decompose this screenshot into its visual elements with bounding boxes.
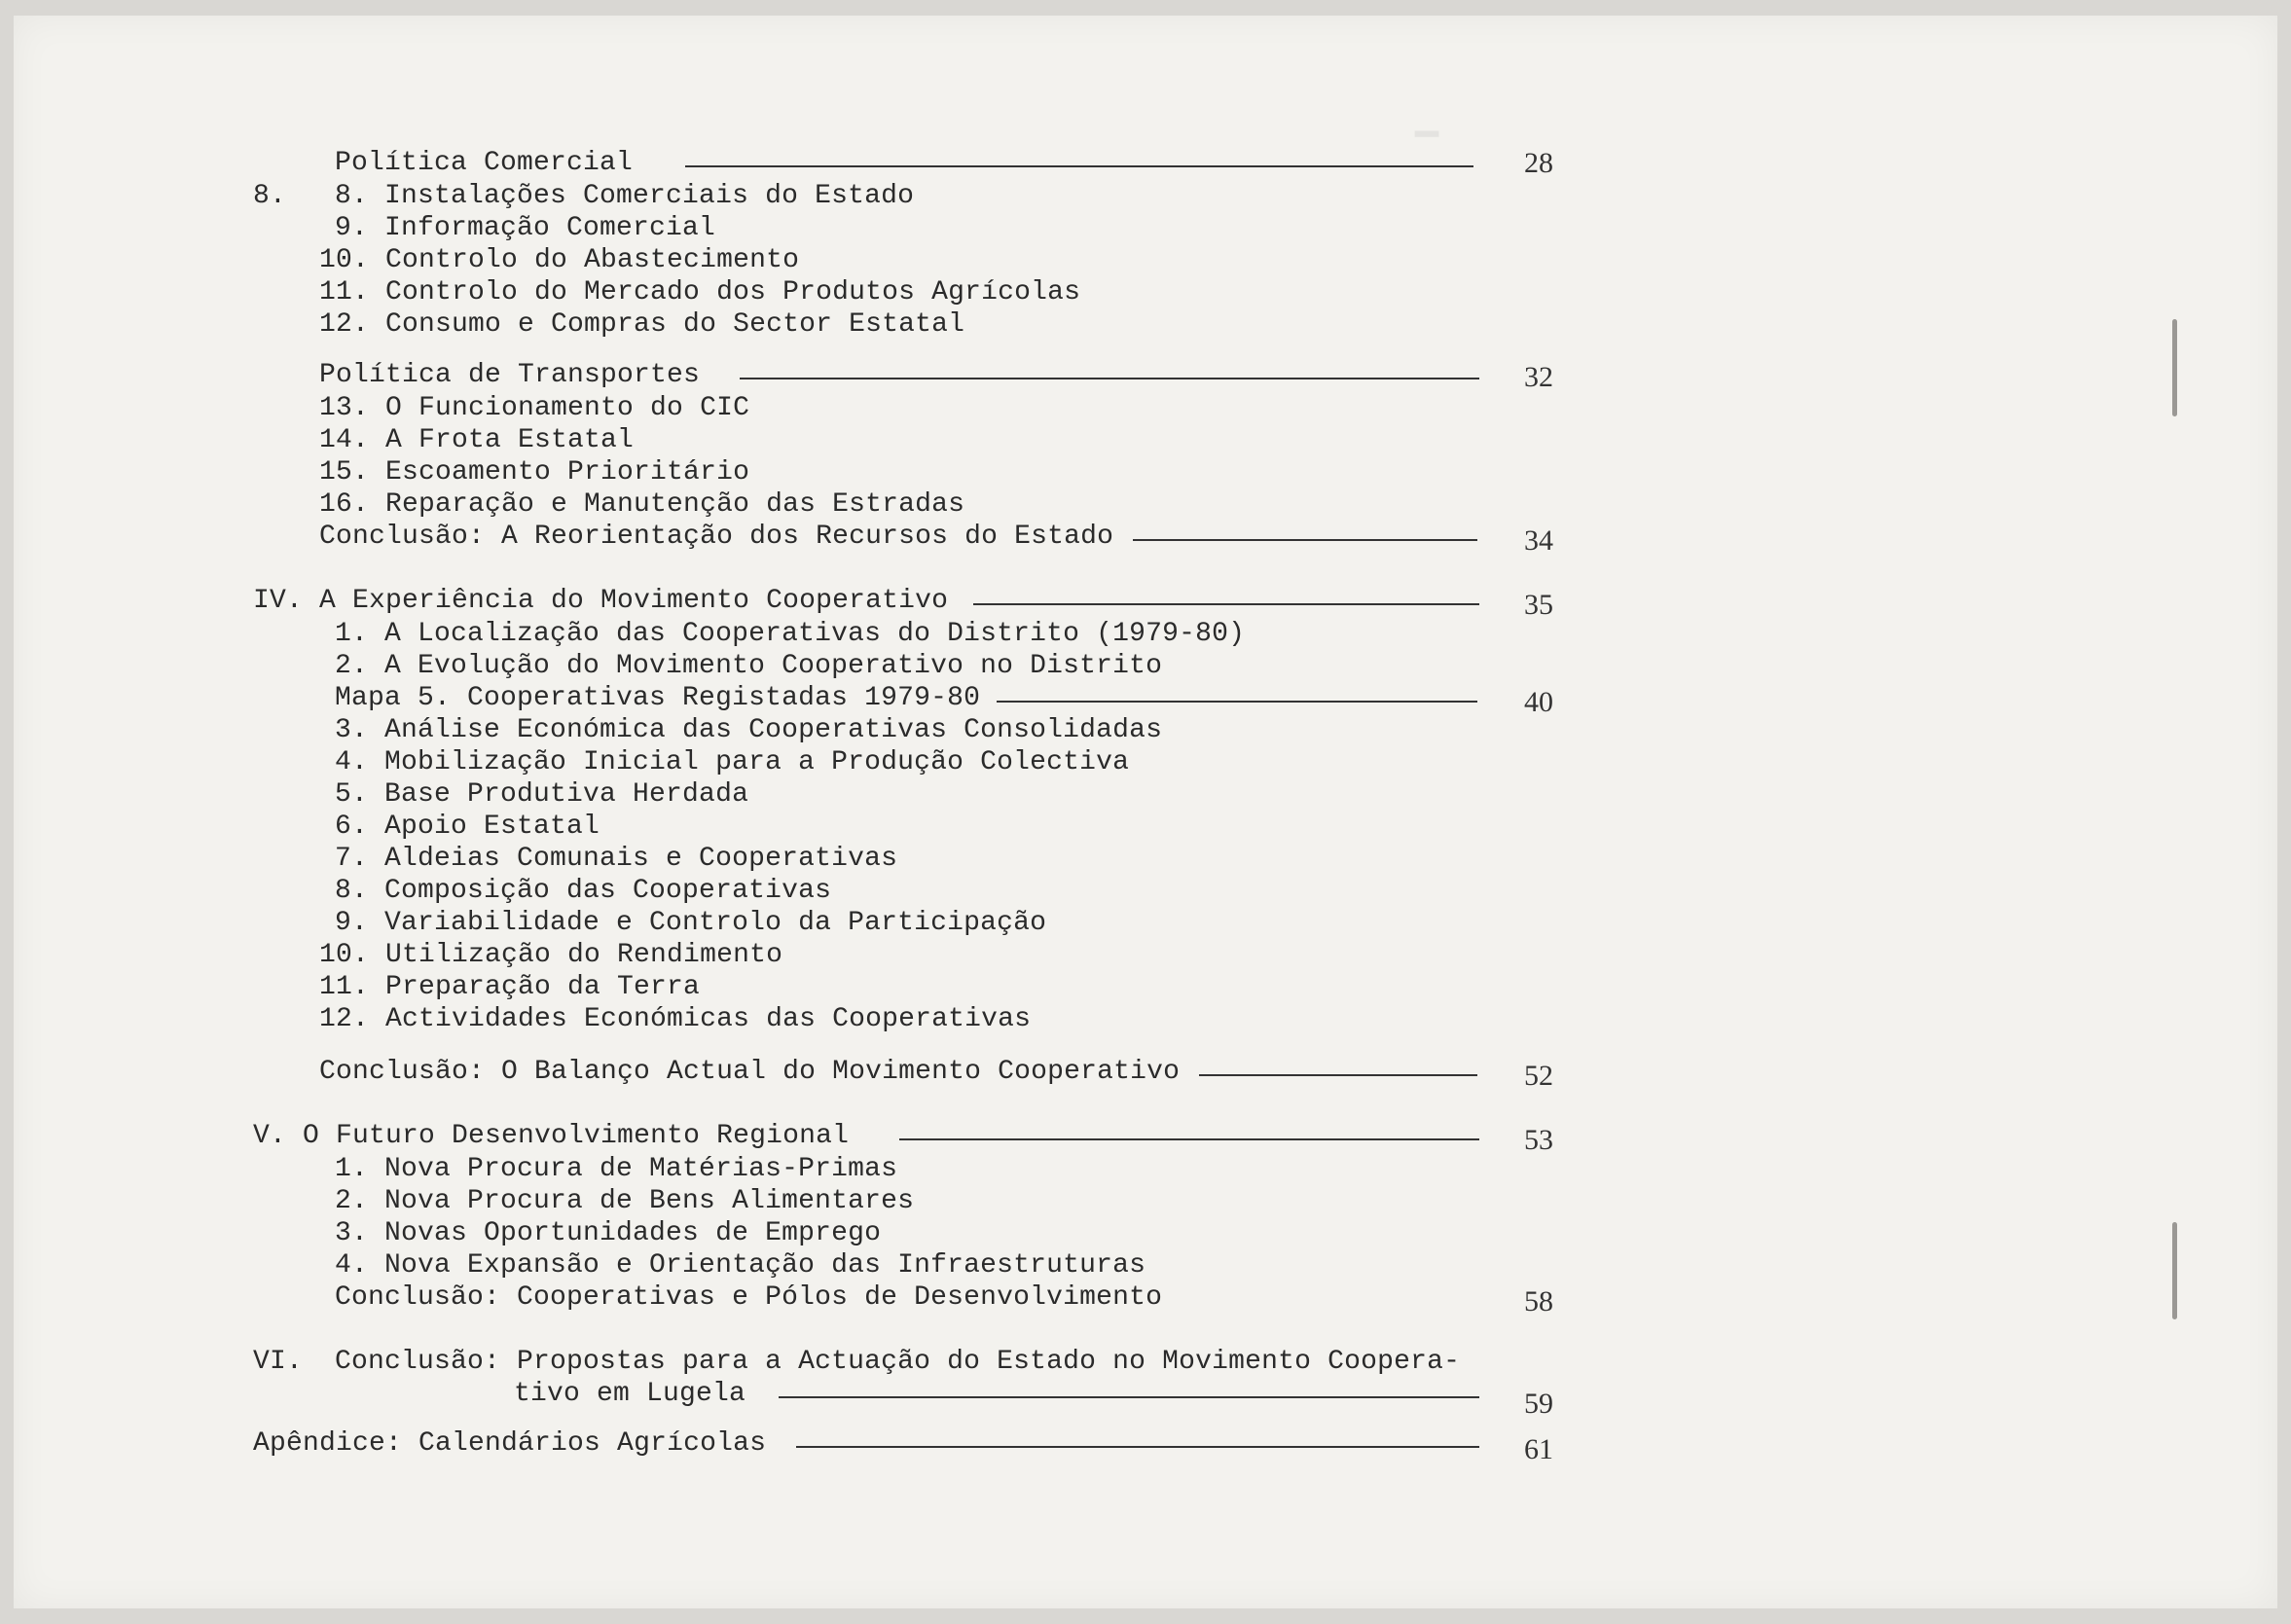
- page-number: 61: [1524, 1433, 1553, 1465]
- toc-item: 2. Nova Procura de Bens Alimentares: [335, 1186, 915, 1216]
- leader-rule: [796, 1446, 1479, 1448]
- page-number: 35: [1524, 589, 1553, 621]
- toc-item: 6. Apoio Estatal: [335, 812, 600, 842]
- toc-item: 11. Preparação da Terra: [319, 972, 701, 1002]
- toc-item: 1. Nova Procura de Matérias-Primas: [335, 1154, 898, 1184]
- page-number: 28: [1524, 147, 1553, 179]
- toc-conclusion: Conclusão: O Balanço Actual do Movimento Cooperativo: [319, 1057, 1181, 1087]
- page-number: 40: [1524, 686, 1553, 718]
- toc-item: 5. Base Produtiva Herdada: [335, 779, 749, 810]
- chapter-heading-iv: IV. A Experiência do Movimento Cooperativo: [253, 586, 949, 616]
- chapter-label-vi: VI.: [253, 1347, 304, 1377]
- toc-item: 3. Análise Económica das Cooperativas Consolidadas: [335, 715, 1163, 745]
- toc-item: 4. Mobilização Inicial para a Produção Colectiva: [335, 747, 1130, 777]
- chapter-heading-vi: Conclusão: Propostas para a Actuação do Estado no Movimento Coopera-: [335, 1347, 1461, 1377]
- section-heading-transportes: Política de Transportes: [319, 360, 701, 390]
- appendix-heading: Apêndice: Calendários Agrícolas: [253, 1428, 767, 1459]
- toc-conclusion: Conclusão: A Reorientação dos Recursos do Estado: [319, 522, 1114, 552]
- leader-rule: [685, 165, 1473, 167]
- toc-item: 1. A Localização das Cooperativas do Distrito (1979-80): [335, 619, 1246, 649]
- toc-item: 8. Composição das Cooperativas: [335, 876, 832, 906]
- toc-item: 10. Controlo do Abastecimento: [319, 245, 800, 275]
- toc-conclusion: Conclusão: Cooperativas e Pólos de Desenvolvimento: [335, 1282, 1163, 1313]
- toc-item: 9. Variabilidade e Controlo da Participação: [335, 908, 1047, 938]
- toc-item: 4. Nova Expansão e Orientação das Infraestruturas: [335, 1250, 1146, 1281]
- chapter-heading-v: V. O Futuro Desenvolvimento Regional: [253, 1121, 850, 1151]
- leader-rule: [1133, 539, 1477, 541]
- staple-top: [2172, 319, 2177, 416]
- leader-rule: [779, 1396, 1479, 1398]
- toc-item: 12. Consumo e Compras do Sector Estatal: [319, 309, 965, 340]
- toc-item: 12. Actividades Económicas das Cooperativas: [319, 1004, 1032, 1034]
- toc-item: 3. Novas Oportunidades de Emprego: [335, 1218, 882, 1248]
- page-number: 58: [1524, 1285, 1553, 1317]
- page-number: 59: [1524, 1388, 1553, 1420]
- section-prefix: 8.: [253, 181, 287, 211]
- toc-item: 8. Instalações Comerciais do Estado: [335, 181, 915, 211]
- toc-item: 11. Controlo do Mercado dos Produtos Agrícolas: [319, 277, 1081, 307]
- toc-item: 9. Informação Comercial: [335, 213, 716, 243]
- leader-rule: [740, 378, 1479, 379]
- toc-item: 13. O Funcionamento do CIC: [319, 393, 750, 423]
- section-heading-comercial: Política Comercial: [335, 148, 634, 178]
- leader-rule: [899, 1138, 1479, 1140]
- toc-item: 14. A Frota Estatal: [319, 425, 635, 455]
- chapter-heading-vi-cont: tivo em Lugela: [514, 1379, 746, 1409]
- leader-rule: [1199, 1074, 1477, 1076]
- toc-item: 2. A Evolução do Movimento Cooperativo no Distrito: [335, 651, 1163, 681]
- toc-item: 7. Aldeias Comunais e Cooperativas: [335, 844, 898, 874]
- leader-rule: [973, 603, 1479, 605]
- toc-item: 10. Utilização do Rendimento: [319, 940, 783, 970]
- page-number: 32: [1524, 361, 1553, 393]
- leader-rule: [997, 701, 1477, 703]
- page-number: 34: [1524, 524, 1553, 557]
- toc-item: 15. Escoamento Prioritário: [319, 457, 750, 487]
- staple-bottom: [2172, 1222, 2177, 1319]
- page-number: 52: [1524, 1060, 1553, 1092]
- document-page: [14, 16, 2277, 1608]
- show-through: ▔: [1415, 136, 1439, 180]
- toc-map: Mapa 5. Cooperativas Registadas 1979-80: [335, 683, 981, 713]
- toc-item: 16. Reparação e Manutenção das Estradas: [319, 489, 965, 520]
- page-number: 53: [1524, 1124, 1553, 1156]
